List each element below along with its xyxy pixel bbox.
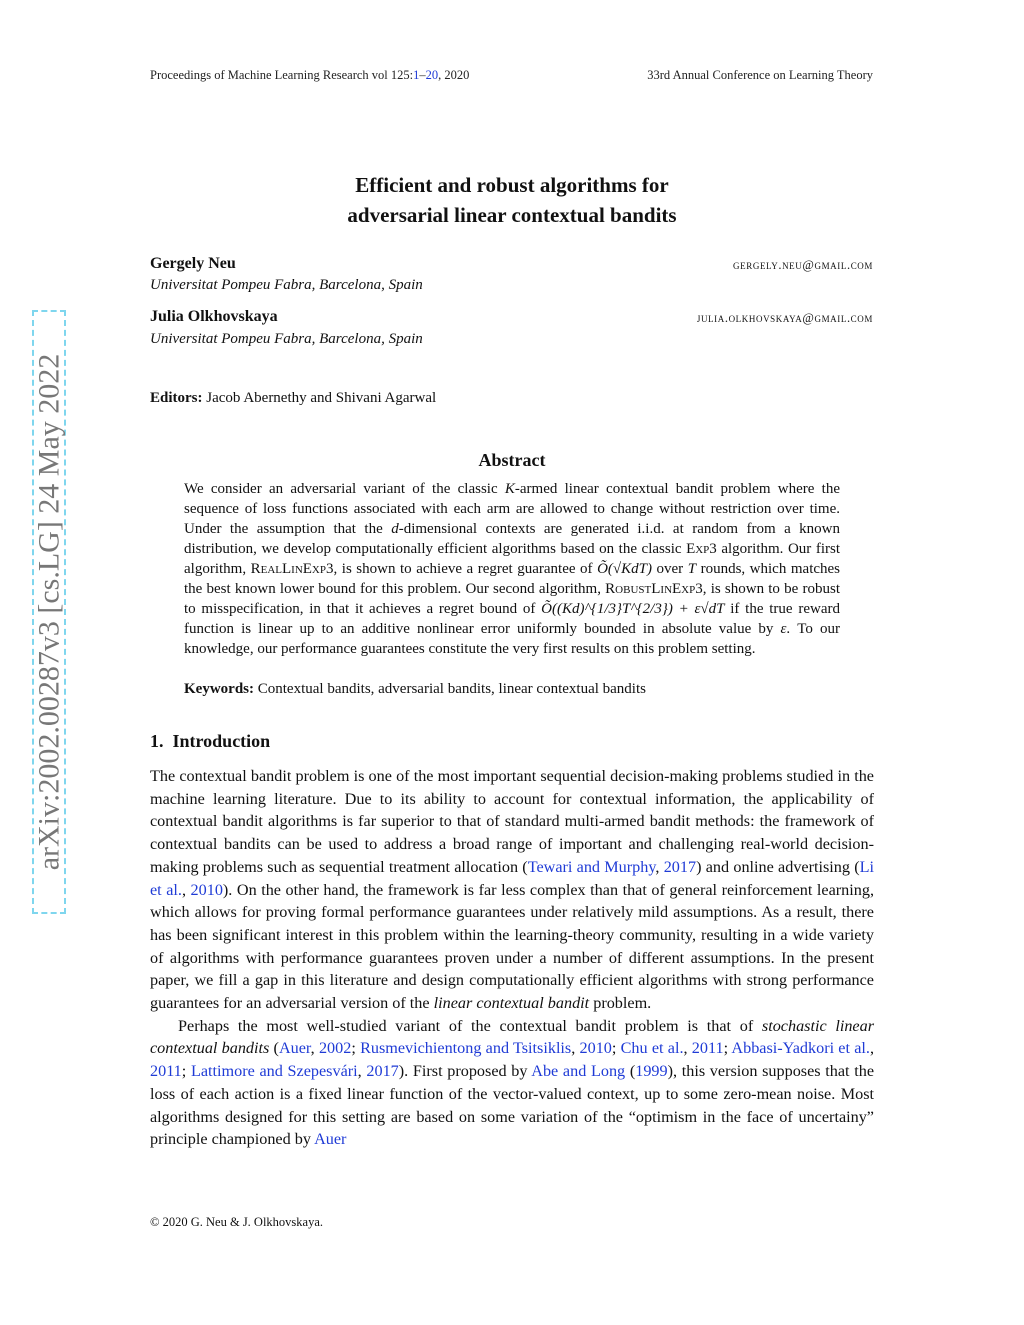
- citation-year-link[interactable]: 2011: [691, 1039, 724, 1058]
- emphasis-text: linear contextual bandit: [433, 994, 590, 1013]
- emphasis-text: stochastic linear contextual bandits: [150, 1016, 874, 1058]
- proceedings-year: , 2020: [438, 68, 470, 82]
- algo-reallinexp3: RealLinExp3: [250, 561, 334, 577]
- section-heading-introduction: [150, 731, 270, 752]
- citation-link[interactable]: Rusmevichientong and Tsitsiklis: [360, 1039, 572, 1058]
- introduction-body: [150, 765, 874, 1151]
- editors-line: [150, 390, 436, 407]
- intro-text: ). First proposed by: [398, 1062, 532, 1081]
- citation-year-link[interactable]: 2017: [663, 857, 697, 876]
- abstract-text: rounds, which matches the best known lower bound for this problem. Our second algorithm,: [184, 561, 841, 597]
- citation-link[interactable]: Tewari and Murphy: [527, 857, 656, 876]
- citation-year-link[interactable]: 1999: [635, 1062, 668, 1081]
- section-number: 1.: [150, 731, 164, 751]
- citation-year-link[interactable]: 2011: [150, 1062, 182, 1081]
- citation-link[interactable]: Auer: [278, 1039, 311, 1058]
- abstract-text: -armed linear contextual bandit problem where the sequence of loss functions associated with each arm are allowed to change without restriction over time. Under the assumption that the: [184, 481, 840, 537]
- citation-year-link[interactable]: 2017: [366, 1062, 399, 1081]
- proceedings-text: Proceedings of Machine Learning Research vol 125:: [150, 68, 414, 82]
- algo-robustlinexp3: RobustLinExp3: [605, 581, 703, 597]
- intro-paragraph-1: The contextual bandit problem is one of the most important sequential decision-making problems studied in the machine learning literature. Due to its ability to account for contextual information, the applicability of contextual bandit algorithms is far superior to that of standard multi-armed bandit methods: the framework of contextual bandits can be used to address a broad range of important and challenging real-world decision-making problems such as sequential treatment allocation (Tewari and Murphy, 2017) and online advertising (Li et al., 2010). On the other hand, the framework is far less complex than that of general reinforcement learning, which allows for proving formal performance guarantees under relatively mild assumptions. As a result, there has been significant interest in this problem within the learning-theory community, resulting in a wide variety of algorithms with performance guarantees proven under a number of different assumptions. In the present paper, we fill a gap in this literature and design computationally efficient algorithms with strong performance guarantees for an adversarial version of the linear contextual bandit problem.: [150, 767, 875, 1013]
- title-line-1: Efficient and robust algorithms for: [355, 173, 669, 197]
- intro-text: ) and online advertising (: [696, 857, 860, 876]
- abstract-text: , is shown to be robust to misspecification, in that it achieves a regret bound of: [184, 581, 840, 617]
- algo-exp3: Exp3: [686, 541, 717, 557]
- copyright-footer: © 2020 G. Neu & J. Olkhovskaya.: [150, 1215, 324, 1229]
- citation-link[interactable]: Abbasi-Yadkori et al.: [731, 1039, 870, 1058]
- citation-year-link[interactable]: 2010: [579, 1039, 612, 1058]
- intro-text: problem.: [589, 994, 652, 1013]
- abstract-paragraph: [184, 479, 840, 659]
- author-name-2: Julia Olkhovskaya: [150, 308, 278, 325]
- keywords-line: [184, 681, 840, 698]
- citation-year-link[interactable]: 2002: [318, 1039, 352, 1058]
- abstract-text: if the true reward function is linear up to an additive nonlinear error uniformly bounded in absolute value by: [184, 601, 840, 637]
- page-range-dash: –: [419, 68, 426, 82]
- editors-names: Jacob Abernethy and Shivani Agarwal: [206, 390, 437, 406]
- citation-link[interactable]: Auer: [314, 1130, 347, 1149]
- keywords-label: Keywords:: [184, 681, 254, 697]
- math-k: K: [504, 481, 515, 497]
- abstract-text: over: [651, 561, 688, 577]
- citation-year-link[interactable]: 2010: [190, 880, 223, 899]
- arxiv-stamp-text: arXiv:2002.00287v3 [cs.LG] 24 May 2022: [32, 353, 65, 871]
- intro-text: The contextual bandit problem is one of the most important sequential decision-making problems studied in the machine learning literature. Due to its ability to account for contextual information, the applicability of contextual bandit algorithms is far superior to that of standard multi-armed bandit methods: the framework of contextual bandits can be used to address a broad range of important and challenging real-world decision-making problems such as sequential treatment allocation (: [150, 767, 874, 876]
- regret-bound-2: Õ((Kd)^{1/3}T^{2/3}) + ε√dT: [541, 601, 725, 617]
- abstract-text: . To our knowledge, our performance guarantees constitute the very first results on this problem setting.: [184, 621, 840, 657]
- intro-text: ). On the other hand, the framework is far less complex than that of general reinforcement learning, which allows for proving formal performance guarantees under relatively mild assumptions. As a result, there has been significant interest in this problem within the learning-theory community, resulting in a wide variety of algorithms with performance guarantees proven under a number of different assumptions. In the present paper, we fill a gap in this literature and design computationally efficient algorithms with strong performance guarantees for an adversarial version of the: [150, 880, 874, 1013]
- keywords-text: Contextual bandits, adversarial bandits, linear contextual bandits: [257, 681, 646, 697]
- citation-link[interactable]: Abe and Long: [531, 1062, 626, 1081]
- intro-paragraph-2: Perhaps the most well-studied variant of the contextual bandit problem is that of stochastic linear contextual bandits (Auer, 2002; Rusmevichientong and Tsitsiklis, 2010; Chu et al., 2011; Abbasi-Yadkori et al., 2011; Lattimore and Szepesvári, 2017). First proposed by Abe and Long (1999), this version supposes that the loss of each action is a fixed linear function of the vector-valued context, up to some zero-mean noise. Most algorithms designed for this setting are based on some variation of the “optimism in the face of uncertainy” principle championed by Auer: [150, 1016, 875, 1149]
- author-email-2[interactable]: julia.olkhovskaya@gmail.com: [696, 311, 873, 325]
- paper-title: [0, 170, 1024, 230]
- math-t: T: [687, 561, 697, 577]
- editors-label: Editors:: [150, 390, 203, 406]
- abstract-text: , is shown to achieve a regret guarantee of: [333, 561, 598, 577]
- page-range-end-link[interactable]: 20: [425, 68, 439, 82]
- abstract-heading: Abstract: [478, 450, 546, 470]
- abstract-text: algorithm. Our first algorithm,: [184, 541, 840, 577]
- abstract-text: We consider an adversarial variant of the classic: [184, 481, 505, 497]
- running-header-right: 33rd Annual Conference on Learning Theory: [647, 68, 873, 82]
- running-header-left: [150, 68, 469, 83]
- math-epsilon: ε: [780, 621, 787, 637]
- author-affiliation-1: Universitat Pompeu Fabra, Barcelona, Spain: [150, 277, 423, 293]
- citation-link[interactable]: Lattimore and Szepesvári: [190, 1062, 358, 1081]
- arxiv-stamp: [32, 310, 66, 914]
- page-range-start-link[interactable]: 1: [413, 68, 420, 82]
- author-affiliation-2: Universitat Pompeu Fabra, Barcelona, Spain: [150, 331, 423, 347]
- math-d: d: [391, 521, 399, 537]
- author-name-1: Gergely Neu: [150, 255, 236, 272]
- citation-link[interactable]: Li et al.: [150, 857, 875, 899]
- abstract-body: [184, 479, 840, 659]
- regret-bound-1: Õ(√KdT): [597, 561, 652, 577]
- citation-link[interactable]: Chu et al.: [620, 1039, 684, 1058]
- intro-text: Perhaps the most well-studied variant of the contextual bandit problem is that of: [178, 1016, 762, 1035]
- abstract-text: -dimensional contexts are generated i.i.d. at random from a known distribution, we develop computationally efficient algorithms based on the classic: [184, 521, 840, 557]
- intro-text: (: [269, 1039, 279, 1058]
- intro-text: ), this version supposes that the loss of each action is a fixed linear function of the vector-valued context, up to some zero-mean noise. Most algorithms designed for this setting are based on some variation of the “optimism in the face of uncertainy” principle championed by: [150, 1062, 875, 1149]
- author-email-1[interactable]: gergely.neu@gmail.com: [733, 258, 873, 272]
- section-title: Introduction: [172, 731, 271, 751]
- title-line-2: adversarial linear contextual bandits: [347, 203, 677, 227]
